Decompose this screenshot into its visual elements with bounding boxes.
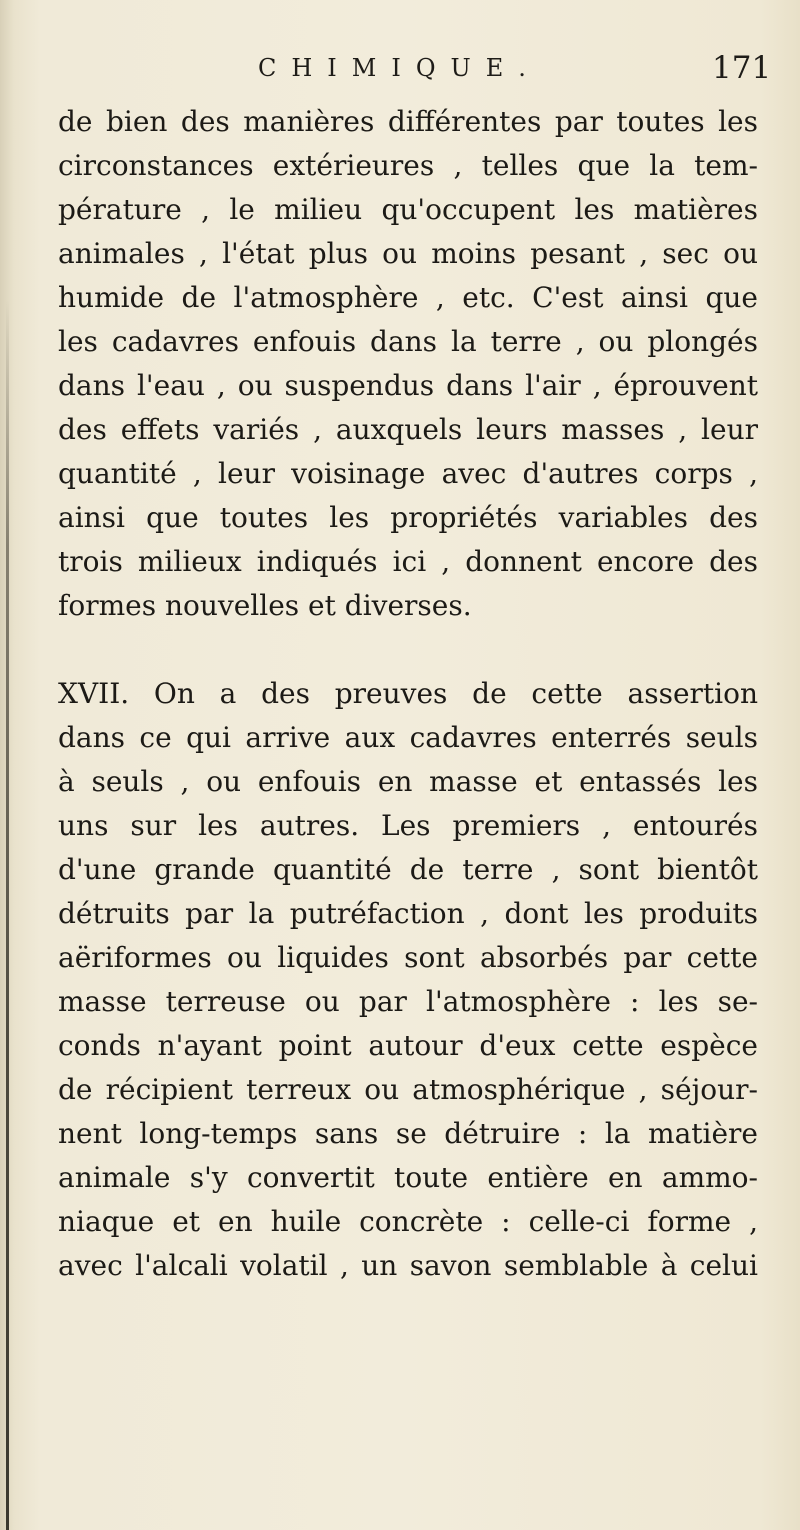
running-title: CHIMIQUE. — [258, 54, 541, 82]
page-header — [0, 44, 800, 94]
text-line: les cadavres enfouis dans la terre , ou plongés — [58, 325, 758, 358]
text-line: avec l'alcali volatil , un savon semblable à celui — [58, 1249, 758, 1282]
paragraph-2 — [58, 672, 758, 1288]
text-line: de bien des manières différentes par toutes les — [58, 105, 758, 138]
text-line: humide de l'atmosphère , etc. C'est ainsi que — [58, 281, 758, 314]
page-number: 171 — [712, 50, 772, 86]
text-line: dans ce qui arrive aux cadavres enterrés seuls — [58, 721, 758, 754]
text-line: d'une grande quantité de terre , sont bientôt — [58, 853, 758, 886]
text-line: nent long-temps sans se détruire : la matière — [58, 1117, 758, 1150]
text-line: circonstances extérieures , telles que la tem- — [58, 149, 758, 182]
text-line: des effets variés , auxquels leurs masses , leur — [58, 413, 758, 446]
body-text — [58, 100, 758, 1288]
text-line: dans l'eau , ou suspendus dans l'air , éprouvent — [58, 369, 758, 402]
text-line: à seuls , ou enfouis en masse et entassés les — [58, 765, 758, 798]
text-line: pérature , le milieu qu'occupent les matières — [58, 193, 758, 226]
text-line: animales , l'état plus ou moins pesant , sec ou — [58, 237, 758, 270]
text-line: masse terreuse ou par l'atmosphère : les se- — [58, 985, 758, 1018]
text-line: trois milieux indiqués ici , donnent encore des — [58, 545, 758, 578]
text-line: détruits par la putréfaction , dont les produits — [58, 897, 758, 930]
paragraph-1 — [58, 100, 758, 628]
text-line: animale s'y convertit toute entière en ammo- — [58, 1161, 758, 1194]
text-line: uns sur les autres. Les premiers , entourés — [58, 809, 758, 842]
text-line: formes nouvelles et diverses. — [58, 589, 472, 622]
text-line: ainsi que toutes les propriétés variables des — [58, 501, 758, 534]
text-line: aëriformes ou liquides sont absorbés par cette — [58, 941, 758, 974]
text-line: conds n'ayant point autour d'eux cette espèce — [58, 1029, 758, 1062]
text-line: quantité , leur voisinage avec d'autres corps , — [58, 457, 758, 490]
binding-gutter-shadow — [6, 300, 9, 1530]
paragraph-gap — [58, 628, 758, 672]
text-line: niaque et en huile concrète : celle-ci forme , — [58, 1205, 758, 1238]
text-line: XVII. On a des preuves de cette assertion — [58, 677, 758, 710]
text-line: de récipient terreux ou atmosphérique , séjour- — [58, 1073, 758, 1106]
